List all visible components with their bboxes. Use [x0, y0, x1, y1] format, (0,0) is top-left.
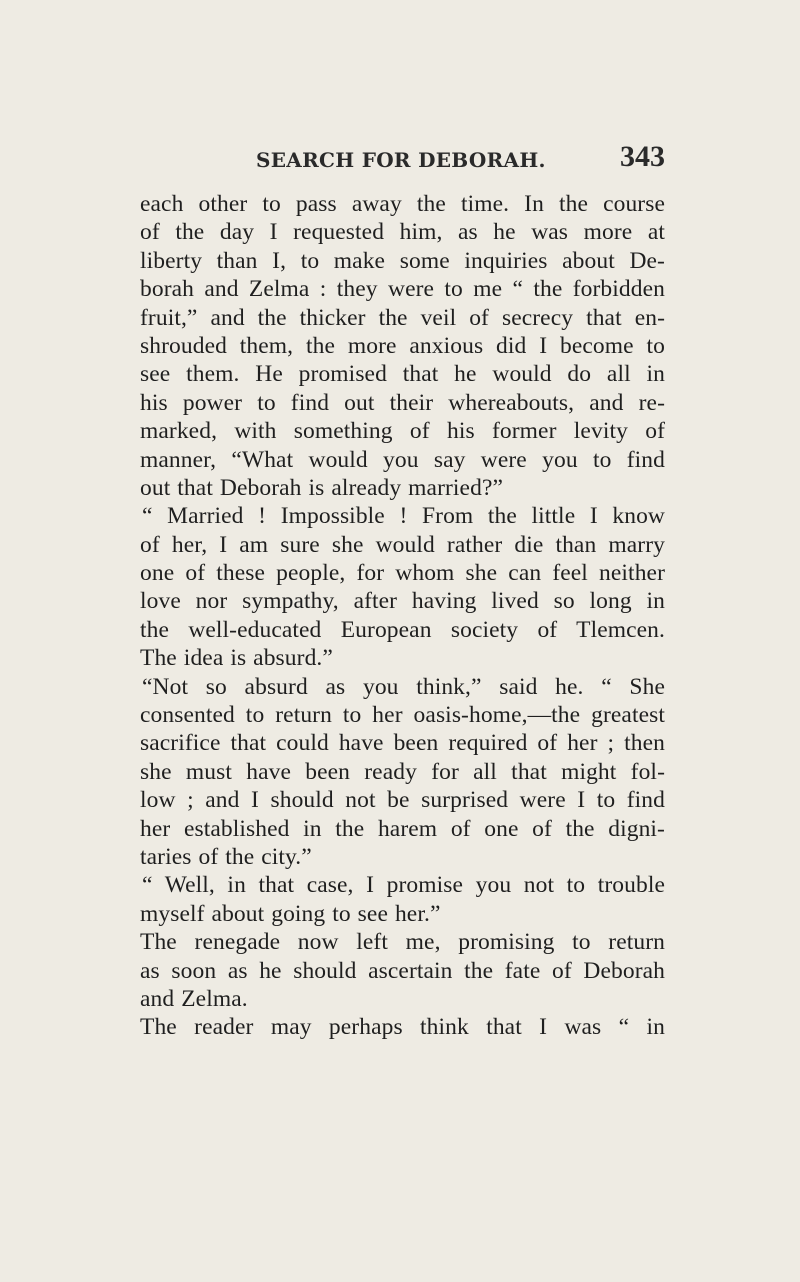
text-line: “ Married ! Impossible ! From the little I know — [142, 503, 665, 530]
page-number: 343 — [620, 140, 665, 173]
text-line: low ; and I should not be surprised were I to find — [140, 787, 665, 814]
text-line: sacrifice that could have been required of her ; then — [140, 730, 665, 757]
text-line: fruit,” and the thicker the veil of secrecy that en- — [140, 304, 665, 331]
text-line: the well-educated European society of Tlemcen. — [140, 616, 665, 643]
text-line: see them. He promised that he would do all in — [140, 361, 665, 388]
text-line: borah and Zelma : they were to me “ the forbidden — [140, 276, 665, 303]
text-line: of the day I requested him, as he was more at — [140, 219, 665, 246]
text-line: “Not so absurd as you think,” said he. “ She — [142, 673, 665, 700]
body-text — [140, 190, 665, 1042]
text-line: “ Well, in that case, I promise you not to trouble — [142, 872, 665, 899]
text-line: The idea is absurd.” — [140, 645, 333, 672]
text-line: as soon as he should ascertain the fate of Deborah — [140, 957, 665, 984]
text-line: The renegade now left me, promising to return — [140, 929, 665, 956]
text-line: consented to return to her oasis-home,—the greatest — [140, 702, 665, 729]
text-line: each other to pass away the time. In the course — [140, 191, 665, 217]
text-line: out that Deborah is already married?” — [140, 474, 504, 501]
text-line: myself about going to see her.” — [140, 900, 441, 927]
text-line: marked, with something of his former levity of — [140, 418, 665, 445]
running-head: SEARCH FOR DEBORAH. — [256, 148, 546, 172]
text-line: love nor sympathy, after having lived so long in — [140, 588, 665, 615]
text-line: one of these people, for whom she can feel neither — [140, 560, 665, 587]
text-line: and Zelma. — [140, 985, 248, 1012]
text-line: The reader may perhaps think that I was “ in — [140, 1014, 665, 1041]
text-line: she must have been ready for all that might fol- — [140, 758, 665, 785]
text-line: taries of the city.” — [140, 843, 312, 870]
text-line: shrouded them, the more anxious did I become to — [140, 332, 665, 359]
text-line: her established in the harem of one of the digni- — [140, 815, 665, 842]
text-line: manner, “What would you say were you to find — [140, 446, 665, 473]
page-header — [140, 140, 665, 180]
text-line: liberty than I, to make some inquiries about De- — [140, 247, 665, 274]
text-line: of her, I am sure she would rather die than marry — [140, 531, 665, 558]
text-line: his power to find out their whereabouts, and re- — [140, 389, 665, 416]
